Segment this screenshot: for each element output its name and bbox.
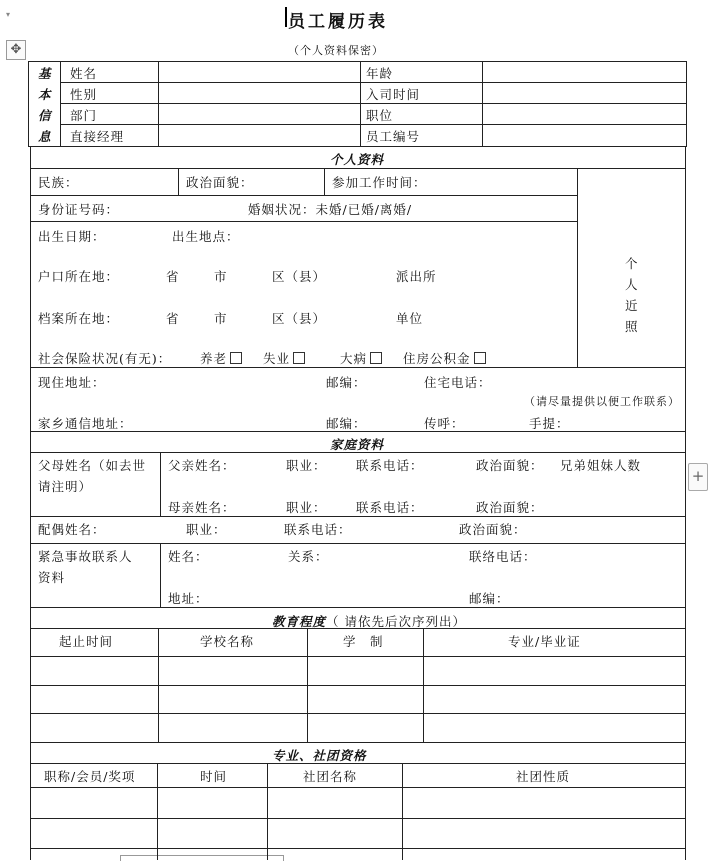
- edu-col-school: 学校名称: [200, 634, 255, 649]
- manager-label: 直接经理: [70, 129, 125, 144]
- unemployment-option[interactable]: [263, 349, 305, 367]
- employee-no-label: 员工编号: [366, 129, 421, 144]
- name-label: 姓名: [70, 66, 98, 81]
- basic-info-label-1: 基: [38, 66, 51, 81]
- gender-field[interactable]: [159, 83, 359, 102]
- hukou-label: 户口所在地：: [38, 269, 120, 284]
- photo-label-4: 照: [625, 319, 638, 334]
- archive-unit: 单位: [396, 311, 424, 326]
- education-section-header: [272, 611, 466, 630]
- position-label: 职位: [366, 108, 394, 123]
- current-address-label: 现住地址：: [38, 375, 106, 390]
- position-field[interactable]: [483, 104, 685, 123]
- professional-section-header: 专业、社团资格: [272, 748, 367, 763]
- marital-status-label: 婚姻状况：未婚/已婚/离婚/: [248, 202, 413, 217]
- name-field[interactable]: [159, 62, 359, 81]
- housing-fund-label: 住房公积金: [403, 351, 471, 366]
- birth-place-label: 出生地点：: [172, 229, 240, 244]
- pro-col-org: 社团名称: [303, 769, 358, 784]
- political-label: 政治面貌：: [186, 175, 254, 190]
- ethnicity-label: 民族：: [38, 175, 79, 190]
- work-start-label: 参加工作时间：: [332, 175, 427, 190]
- age-label: 年龄: [366, 66, 394, 81]
- hukou-city: 市: [214, 269, 228, 284]
- education-header-title: 教育程度: [272, 614, 327, 629]
- emergency-postcode-label: 邮编：: [469, 591, 510, 606]
- pro-col-time: 时间: [200, 769, 228, 784]
- spouse-phone-label: 联系电话：: [284, 522, 352, 537]
- spouse-occupation-label: 职业：: [186, 522, 227, 537]
- father-occupation-label: 职业：: [286, 458, 327, 473]
- pager-label: 传呼：: [424, 416, 465, 431]
- parents-label-line1: 父母姓名（如去世: [38, 458, 147, 473]
- hometown-address-label: 家乡通信地址：: [38, 416, 133, 431]
- emergency-label-line2: 资料: [38, 570, 66, 585]
- postcode2-label: 邮编：: [326, 416, 367, 431]
- father-political-label: 政治面貌：: [476, 458, 544, 473]
- illness-checkbox[interactable]: [370, 352, 382, 364]
- basic-info-label-2: 本: [38, 87, 51, 102]
- edu-col-duration: 学 制: [343, 634, 384, 649]
- add-column-icon[interactable]: +: [688, 463, 708, 491]
- mother-phone-label: 联系电话：: [356, 500, 424, 515]
- pro-col-nature: 社团性质: [516, 769, 571, 784]
- photo-label-3: 近: [625, 298, 638, 313]
- table-move-icon[interactable]: ✥: [6, 40, 26, 60]
- birth-date-label: 出生日期：: [38, 229, 106, 244]
- contact-note: （请尽量提供以便工作联系）: [524, 395, 680, 408]
- siblings-label: 兄弟姐妹人数: [560, 458, 642, 473]
- unemployment-label: 失业: [263, 351, 291, 366]
- basic-info-label-3: 信: [38, 108, 51, 123]
- personal-section-header: 个人资料: [330, 152, 385, 167]
- home-phone-label: 住宅电话：: [424, 375, 492, 390]
- page-title: 员工履历表: [288, 12, 388, 32]
- unemployment-checkbox[interactable]: [293, 352, 305, 364]
- photo-label-1: 个: [625, 256, 638, 271]
- pro-col-title: 职称/会员/奖项: [44, 769, 136, 784]
- emergency-relation-label: 关系：: [288, 549, 329, 564]
- postcode-label: 邮编：: [326, 375, 367, 390]
- emergency-name-label: 姓名：: [168, 549, 209, 564]
- family-section-header: 家庭资料: [330, 437, 385, 452]
- emergency-phone-label: 联络电话：: [469, 549, 537, 564]
- pension-checkbox[interactable]: [230, 352, 242, 364]
- id-number-label: 身份证号码：: [38, 202, 120, 217]
- edu-col-major: 专业/毕业证: [508, 634, 581, 649]
- insurance-label: 社会保险状况(有无)：: [38, 351, 172, 366]
- hukou-police: 派出所: [396, 269, 437, 284]
- mother-occupation-label: 职业：: [286, 500, 327, 515]
- emergency-address-label: 地址：: [168, 591, 209, 606]
- spouse-name-label: 配偶姓名：: [38, 522, 106, 537]
- basic-info-label-4: 息: [38, 129, 51, 144]
- parents-label-line2: 请注明）: [38, 479, 93, 494]
- archive-label: 档案所在地：: [38, 311, 120, 326]
- chevron-down-icon[interactable]: ▾: [6, 10, 11, 19]
- join-date-label: 入司时间: [366, 87, 421, 102]
- father-phone-label: 联系电话：: [356, 458, 424, 473]
- hukou-province: 省: [166, 269, 180, 284]
- mother-name-label: 母亲姓名：: [168, 500, 236, 515]
- manager-field[interactable]: [159, 125, 359, 145]
- department-field[interactable]: [159, 104, 359, 123]
- age-field[interactable]: [483, 62, 685, 81]
- illness-option[interactable]: [340, 349, 382, 367]
- hukou-district: 区（县）: [272, 269, 327, 284]
- department-label: 部门: [70, 108, 98, 123]
- mobile-label: 手提：: [529, 416, 570, 431]
- housing-fund-checkbox[interactable]: [474, 352, 486, 364]
- housing-fund-option[interactable]: [403, 349, 486, 367]
- text-cursor: [285, 7, 287, 27]
- gender-label: 性别: [70, 87, 98, 102]
- mother-political-label: 政治面貌：: [476, 500, 544, 515]
- archive-district: 区（县）: [272, 311, 327, 326]
- employee-no-field[interactable]: [483, 125, 685, 145]
- pension-option[interactable]: [200, 349, 242, 367]
- illness-label: 大病: [340, 351, 368, 366]
- father-name-label: 父亲姓名：: [168, 458, 236, 473]
- education-header-note: （ 请依先后次序列出）: [326, 614, 466, 629]
- page-subtitle: （个人资料保密）: [288, 44, 384, 57]
- archive-province: 省: [166, 311, 180, 326]
- archive-city: 市: [214, 311, 228, 326]
- pension-label: 养老: [200, 351, 228, 366]
- join-date-field[interactable]: [483, 83, 685, 102]
- scrollbar[interactable]: [120, 855, 284, 861]
- spouse-political-label: 政治面貌：: [459, 522, 527, 537]
- edu-col-period: 起止时间: [59, 634, 114, 649]
- photo-label-2: 人: [625, 277, 638, 292]
- emergency-label-line1: 紧急事故联系人: [38, 549, 133, 564]
